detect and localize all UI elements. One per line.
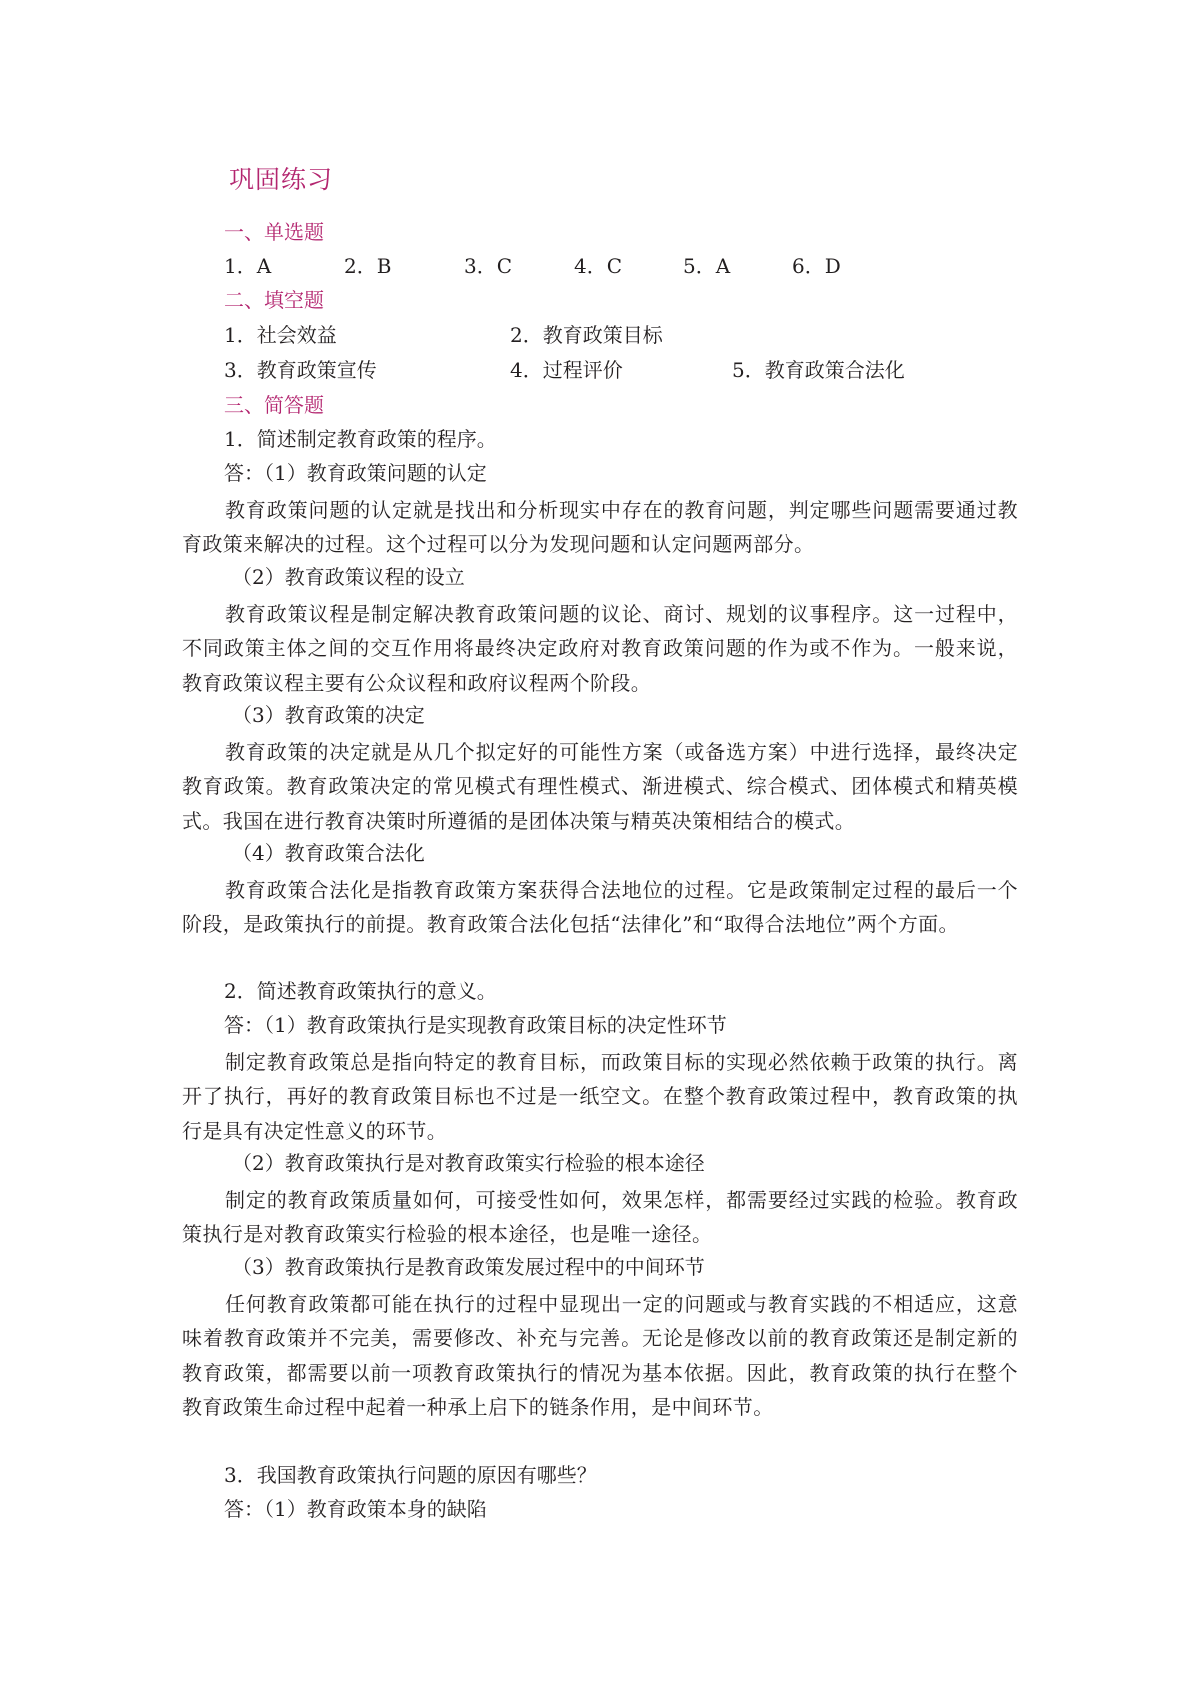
answer-item: 3．C: [464, 254, 513, 278]
answer-item: 1．社会效益: [224, 323, 337, 347]
section-heading-fill-blank: 二、填空题: [224, 288, 324, 312]
section-heading-single-choice: 一、单选题: [224, 220, 324, 244]
answer-item: 5．教育政策合法化: [732, 358, 905, 382]
section-heading-short-answer: 三、简答题: [224, 393, 324, 417]
answer-point-heading: 答：（1）教育政策问题的认定: [224, 461, 487, 485]
answer-paragraph: 教育政策议程是制定解决教育政策问题的议论、商讨、规划的议事程序。这一过程中，不同政策主体之间的交互作用将最终决定政府对教育政策问题的作为或不作为。一般来说，教育政策议程主要有公众议程和政府议程两个阶段。: [182, 602, 1018, 695]
answer-item: 2．B: [344, 254, 392, 278]
answer-item: 3．教育政策宣传: [224, 358, 377, 382]
question-1: 1．简述制定教育政策的程序。: [224, 427, 497, 451]
question-2: 2．简述教育政策执行的意义。: [224, 979, 497, 1003]
answer-paragraph: 制定教育政策总是指向特定的教育目标，而政策目标的实现必然依赖于政策的执行。离开了执行，再好的教育政策目标也不过是一纸空文。在整个教育政策过程中，教育政策的执行是具有决定性意义的环节。: [182, 1050, 1018, 1143]
answer-paragraph: 教育政策的决定就是从几个拟定好的可能性方案（或备选方案）中进行选择，最终决定教育政策。教育政策决定的常见模式有理性模式、渐进模式、综合模式、团体模式和精英模式。我国在进行教育决策时所遵循的是团体决策与精英决策相结合的模式。: [182, 740, 1018, 833]
answer-item: 2．教育政策目标: [510, 323, 663, 347]
answer-point-heading: 答：（1）教育政策执行是实现教育政策目标的决定性环节: [224, 1013, 727, 1037]
answer-point-heading: （3）教育政策的决定: [232, 703, 425, 727]
page-title: 巩固练习: [229, 165, 334, 194]
answer-item: 4．过程评价: [510, 358, 623, 382]
answer-item: 6．D: [792, 254, 841, 278]
answer-paragraph: 教育政策问题的认定就是找出和分析现实中存在的教育问题，判定哪些问题需要通过教育政策来解决的过程。这个过程可以分为发现问题和认定问题两部分。: [182, 498, 1018, 557]
answer-point-heading: （3）教育政策执行是教育政策发展过程中的中间环节: [232, 1255, 705, 1279]
answer-item: 5．A: [683, 254, 731, 278]
question-3: 3．我国教育政策执行问题的原因有哪些？: [224, 1463, 597, 1487]
answer-item: 1．A: [224, 254, 272, 278]
answer-point-heading: （2）教育政策议程的设立: [232, 565, 465, 589]
answer-point-heading: （2）教育政策执行是对教育政策实行检验的根本途径: [232, 1151, 705, 1175]
answer-point-heading: （4）教育政策合法化: [232, 841, 425, 865]
answer-point-heading: 答：（1）教育政策本身的缺陷: [224, 1497, 487, 1521]
answer-paragraph: 任何教育政策都可能在执行的过程中显现出一定的问题或与教育实践的不相适应，这意味着教育政策并不完美，需要修改、补充与完善。无论是修改以前的教育政策还是制定新的教育政策，都需要以前一项教育政策执行的情况为基本依据。因此，教育政策的执行在整个教育政策生命过程中起着一种承上启下的链条作用，是中间环节。: [182, 1292, 1018, 1419]
answer-paragraph: 教育政策合法化是指教育政策方案获得合法地位的过程。它是政策制定过程的最后一个阶段，是政策执行的前提。教育政策合法化包括“法律化”和“取得合法地位”两个方面。: [182, 878, 1018, 937]
answer-item: 4．C: [574, 254, 623, 278]
answer-paragraph: 制定的教育政策质量如何，可接受性如何，效果怎样，都需要经过实践的检验。教育政策执行是对教育政策实行检验的根本途径，也是唯一途径。: [182, 1188, 1018, 1247]
